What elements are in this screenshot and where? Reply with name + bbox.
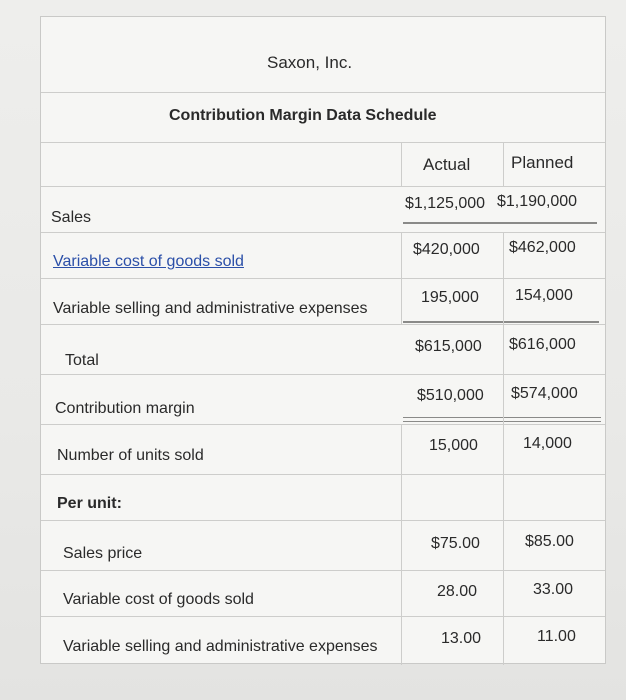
row-planned-value: $616,000 <box>509 336 576 353</box>
per-unit-heading-row <box>41 475 605 521</box>
table-row-units-sold <box>41 425 605 475</box>
row-label: Contribution margin <box>55 400 195 417</box>
schedule-title: Contribution Margin Data Schedule <box>169 107 437 124</box>
row-planned-value: $462,000 <box>509 239 576 256</box>
variable-cogs-link[interactable]: Variable cost of goods sold <box>53 253 244 270</box>
per-unit-heading: Per unit: <box>57 495 122 512</box>
column-header-row <box>41 143 605 187</box>
row-label: Number of units sold <box>57 447 204 464</box>
row-label: Total <box>65 352 99 369</box>
row-planned-value: 14,000 <box>523 435 572 452</box>
row-actual-value: 195,000 <box>421 289 479 306</box>
double-underline <box>403 417 601 422</box>
row-actual-value: $615,000 <box>415 338 482 355</box>
subtotal-underline <box>403 321 599 323</box>
row-label: Variable selling and administrative expenses <box>53 300 368 317</box>
row-label: Sales <box>51 209 92 226</box>
row-actual-value: $420,000 <box>413 241 480 258</box>
row-actual-value: $510,000 <box>417 387 484 404</box>
row-actual-value: $1,125,000 <box>405 195 486 212</box>
column-header-planned: Planned <box>511 153 574 172</box>
grid-vline <box>401 143 402 187</box>
company-row <box>41 17 605 93</box>
table-row-sales-price <box>41 521 605 571</box>
row-actual-value: 28.00 <box>437 583 478 600</box>
row-label: Sales price <box>63 545 143 562</box>
row-actual-value: $75.00 <box>431 535 480 552</box>
row-label: Variable selling and administrative expenses <box>63 638 378 655</box>
grid-vline <box>503 143 504 187</box>
schedule-title-row <box>41 93 605 143</box>
contribution-margin-table <box>40 16 606 664</box>
table-row-variable-cogs <box>41 233 605 279</box>
table-row-unit-variable-cogs <box>41 571 605 617</box>
row-planned-value: 33.00 <box>533 581 574 598</box>
row-planned-value: $85.00 <box>525 533 574 550</box>
grid-vline <box>503 233 504 665</box>
table-row-unit-variable-selling-admin <box>41 617 605 665</box>
grid-vline <box>401 425 402 665</box>
row-actual-value: 15,000 <box>429 437 478 454</box>
row-planned-value: $574,000 <box>511 385 578 402</box>
row-label: Variable cost of goods sold <box>63 591 254 608</box>
row-actual-value: 13.00 <box>441 630 482 647</box>
row-planned-value: 154,000 <box>515 287 573 304</box>
sales-underline <box>403 222 597 224</box>
row-planned-value: $1,190,000 <box>497 193 578 210</box>
table-row-total <box>41 325 605 375</box>
grid-vline <box>401 233 402 325</box>
table-row-sales <box>41 187 605 233</box>
table-row-variable-selling-admin <box>41 279 605 325</box>
company-name: Saxon, Inc. <box>267 53 353 72</box>
row-planned-value: 11.00 <box>537 628 576 645</box>
column-header-actual: Actual <box>423 155 471 174</box>
